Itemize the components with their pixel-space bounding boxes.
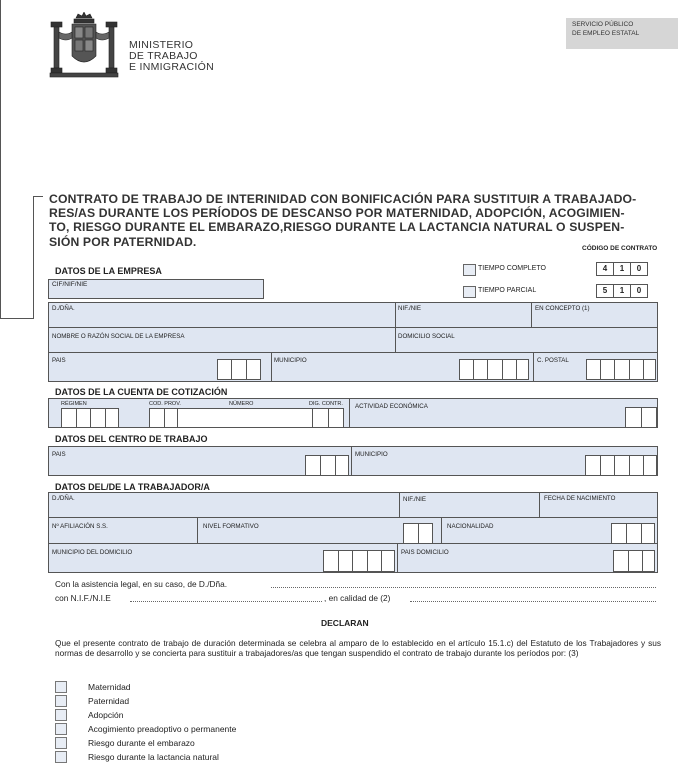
full-time-code-1: 4: [597, 263, 614, 275]
empresa-row-2: [48, 327, 658, 353]
document-title: [49, 192, 669, 249]
nacimiento-label: FECHA DE NACIMIENTO: [544, 495, 616, 502]
nif-label: NIF./NIE: [398, 305, 422, 312]
trab-nif-label: NIF./NIE: [403, 496, 427, 503]
empresa-row-1: [48, 302, 658, 328]
riesgo-embarazo-label: Riesgo durante el embarazo: [88, 738, 195, 748]
title-line-4: SIÓN POR PATERNIDAD.: [49, 234, 197, 249]
full-time-code: [596, 262, 648, 276]
coat-of-arms-logo: [46, 12, 122, 84]
ministry-line-2: DE TRABAJO: [129, 50, 198, 62]
pais-boxes[interactable]: [217, 359, 261, 380]
trab-municipio-boxes[interactable]: [323, 550, 395, 572]
cotizacion-row: [48, 398, 658, 428]
full-time-label: TIEMPO COMPLETO: [478, 265, 546, 272]
title-bracket-horizontal: [33, 196, 43, 197]
paternidad-label: Paternidad: [88, 696, 130, 706]
centro-municipio-boxes[interactable]: [585, 455, 657, 476]
digcontr-label: DIG. CONTR.: [309, 401, 343, 407]
concepto-label: EN CONCEPTO (1): [535, 305, 590, 312]
service-line-1: SERVICIO PÚBLICO: [572, 21, 634, 28]
cpostal-label: C. POSTAL: [537, 357, 569, 364]
title-bracket-vertical: [33, 196, 34, 319]
service-line-2: DE EMPLEO ESTATAL: [572, 29, 640, 37]
djdna-field[interactable]: [49, 303, 396, 327]
contract-code-label: CÓDIGO DE CONTRATO: [582, 245, 658, 252]
part-time-code: [596, 284, 648, 298]
maternidad-checkbox[interactable]: [55, 681, 67, 693]
nacionalidad-label: NACIONALIDAD: [447, 523, 494, 530]
centro-pais-boxes[interactable]: [305, 455, 349, 476]
cpostal-boxes[interactable]: [586, 359, 656, 380]
asistencia-line-2b: , en calidad de (2): [324, 593, 391, 603]
nacionalidad-boxes[interactable]: [611, 523, 655, 544]
ministry-line-3: E INMIGRACIÓN: [129, 61, 214, 73]
margin-line-bottom: [0, 318, 34, 319]
regimen-boxes[interactable]: [61, 408, 119, 428]
asistencia-dotted-3[interactable]: [410, 601, 656, 602]
nivel-boxes[interactable]: [403, 523, 433, 544]
trabajador-row-1: [48, 492, 658, 518]
part-time-code-1: 5: [597, 285, 614, 297]
full-time-code-3: 0: [636, 264, 642, 273]
cotizacion-divider: [349, 399, 350, 427]
cif-field[interactable]: [48, 279, 264, 299]
cpostal-field[interactable]: [534, 353, 657, 381]
cotizacion-section-title: DATOS DE LA CUENTA DE COTIZACIÓN: [55, 387, 228, 397]
centro-pais-label: PAIS: [52, 451, 66, 458]
actividad-label: ACTIVIDAD ECONÓMICA: [355, 403, 428, 410]
asistencia-dotted-2[interactable]: [130, 601, 322, 602]
codprov-boxes[interactable]: [149, 408, 179, 428]
title-line-3: TO, RIESGO DURANTE EL EMBARAZO,RIESGO DURANTE LA LACTANCIA NATURAL O SUSPEN-: [49, 220, 625, 235]
trab-nif-field[interactable]: [399, 493, 540, 517]
centro-municipio-field[interactable]: [351, 447, 657, 475]
centro-row: [48, 446, 658, 476]
regimen-label: RÉGIMEN: [61, 401, 87, 407]
afiliacion-field[interactable]: [49, 518, 198, 543]
part-time-code-3: 0: [636, 286, 642, 295]
acogimiento-checkbox[interactable]: [55, 723, 67, 735]
part-time-checkbox[interactable]: [463, 286, 476, 298]
title-line-2: RES/AS DURANTE LOS PERÍODOS DE DESCANSO POR MATERNIDAD, ADOPCIÓN, ACOGIMIEN-: [49, 206, 625, 221]
trabajador-row-3: [48, 543, 658, 573]
centro-section-title: DATOS DEL CENTRO DE TRABAJO: [55, 434, 208, 444]
codprov-label: COD. PROV.: [149, 401, 181, 407]
riesgo-embarazo-checkbox[interactable]: [55, 737, 67, 749]
service-badge: [566, 18, 678, 49]
pais-domicilio-label: PAIS DOMICILIO: [401, 549, 449, 556]
trab-djdna-field[interactable]: [49, 493, 400, 517]
centro-municipio-label: MUNICIPIO: [355, 451, 388, 458]
nif-field[interactable]: [395, 303, 532, 327]
digcontr-boxes[interactable]: [312, 408, 344, 428]
empresa-section-title: DATOS DE LA EMPRESA: [55, 266, 162, 276]
municipio-label: MUNICIPIO: [274, 357, 307, 364]
djdna-label: D./DÑA.: [52, 305, 75, 312]
asistencia-line-2a: con N.I.F./N.I.E: [55, 593, 111, 603]
paternidad-checkbox[interactable]: [55, 695, 67, 707]
adopcion-checkbox[interactable]: [55, 709, 67, 721]
pais-domicilio-boxes[interactable]: [613, 550, 655, 572]
part-time-label: TIEMPO PARCIAL: [478, 287, 537, 294]
margin-line-top: [0, 0, 1, 318]
razon-field[interactable]: [49, 328, 396, 352]
pais-label: PAIS: [52, 357, 66, 364]
trab-municipio-field[interactable]: [49, 544, 398, 572]
part-time-code-2: 1: [614, 285, 631, 297]
afiliacion-label: Nº AFILIACIÓN S.S.: [52, 523, 108, 530]
maternidad-label: Maternidad: [88, 682, 131, 692]
full-time-code-2: 1: [614, 263, 631, 275]
pais-domicilio-field[interactable]: [397, 544, 657, 572]
empresa-row-3: [48, 352, 658, 382]
full-time-checkbox[interactable]: [463, 264, 476, 276]
domicilio-field[interactable]: [395, 328, 657, 352]
centro-pais-field[interactable]: [49, 447, 352, 475]
nacimiento-field[interactable]: [540, 493, 657, 517]
cif-label: CIF/NIF/NIE: [52, 281, 88, 288]
nivel-field[interactable]: [197, 518, 442, 543]
riesgo-lactancia-checkbox[interactable]: [55, 751, 67, 763]
ministry-line-1: MINISTERIO: [129, 39, 194, 51]
adopcion-label: Adopción: [88, 710, 124, 720]
trabajador-row-2: [48, 517, 658, 544]
asistencia-dotted-1[interactable]: [271, 587, 656, 588]
actividad-boxes[interactable]: [625, 407, 657, 428]
title-line-1: CONTRATO DE TRABAJO DE INTERINIDAD CON BONIFICACIÓN PARA SUSTITUIR A TRABAJADO-: [49, 192, 637, 206]
acogimiento-label: Acogimiento preadoptivo o permanente: [88, 724, 237, 734]
trab-municipio-label: MUNICIPIO DEL DOMICILIO: [52, 549, 133, 556]
declaran-text: Que el presente contrato de trabajo de duración determinada se celebra al amparo de lo establecido en el artículo 15.1.c) del Estatuto de los Trabajadores y sus normas de desarrollo y se concierta para sustituir a trabajadores/as que tengan suspendido el contrato de trabajo durante los períodos por: (3): [55, 638, 661, 659]
trab-djdna-label: D./DÑA.: [52, 495, 75, 502]
nivel-label: NIVEL FORMATIVO: [203, 523, 259, 530]
domicilio-label: DOMICILIO SOCIAL: [398, 333, 455, 340]
ministry-name: [129, 40, 214, 73]
nacionalidad-field[interactable]: [441, 518, 657, 543]
trabajador-section-title: DATOS DEL/DE LA TRABAJADOR/A: [55, 482, 210, 492]
pais-field[interactable]: [49, 353, 272, 381]
declaran-heading: DECLARAN: [321, 618, 369, 628]
numero-label: NÚMERO: [229, 401, 254, 407]
riesgo-lactancia-label: Riesgo durante la lactancia natural: [88, 752, 219, 762]
municipio-field[interactable]: [271, 353, 534, 381]
municipio-boxes[interactable]: [459, 359, 529, 380]
asistencia-line-1: Con la asistencia legal, en su caso, de D./Dña.: [55, 579, 228, 589]
numero-boxes[interactable]: [177, 408, 314, 428]
concepto-field[interactable]: [532, 303, 657, 327]
razon-label: NOMBRE O RAZÓN SOCIAL DE LA EMPRESA: [52, 333, 185, 340]
